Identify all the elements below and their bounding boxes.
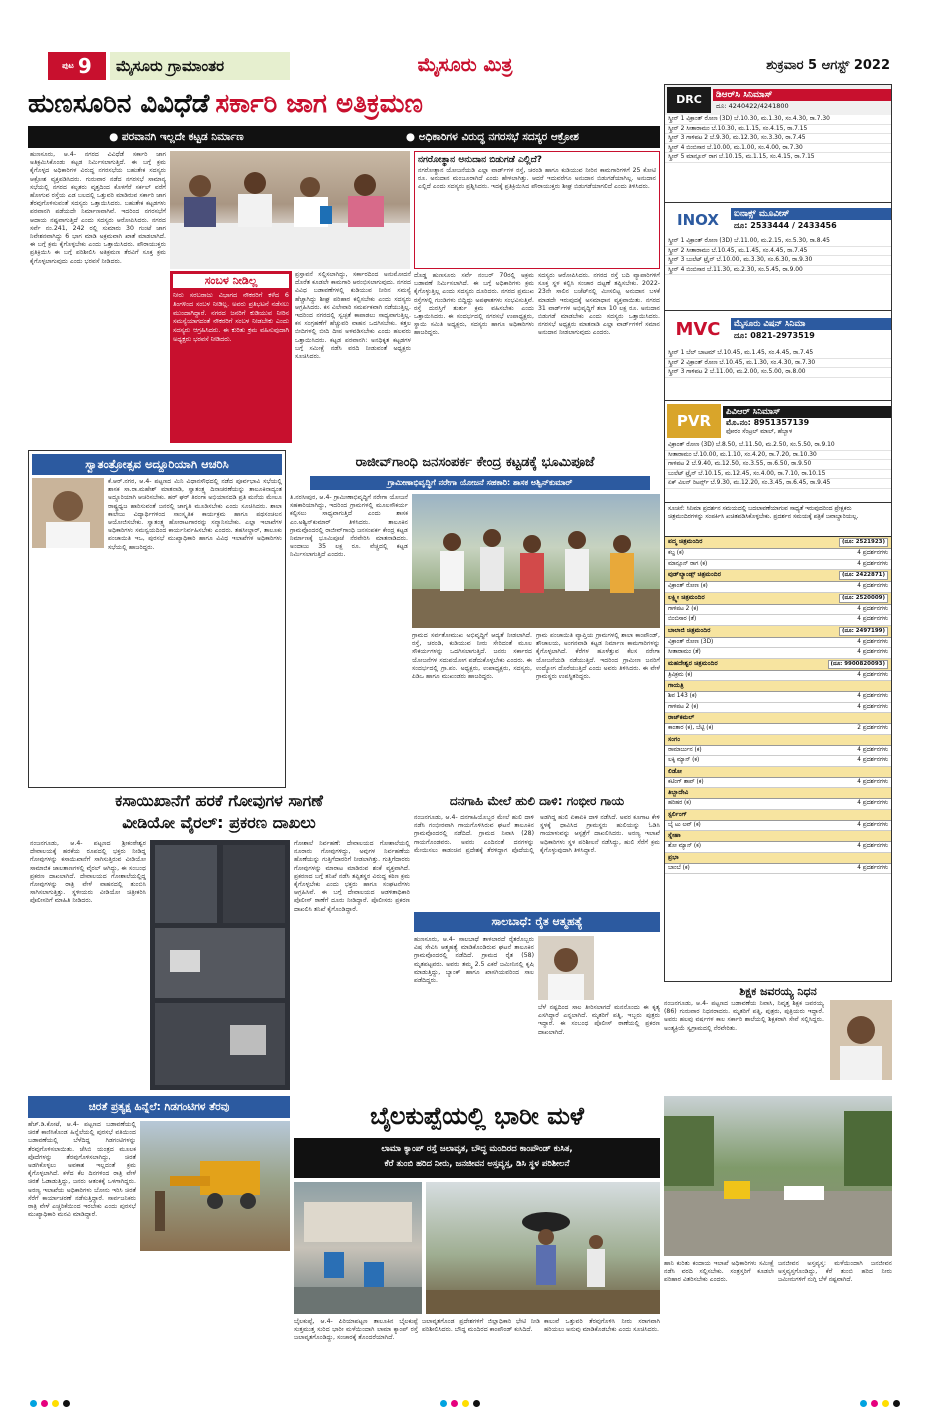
freedom-headline: ಸ್ವಾತಂತ್ರೋತ್ಸವ ಅದ್ದೂರಿಯಾಗಿ ಆಚರಿಸಿ — [32, 454, 282, 475]
movie-title: ತ್ರಿವಿಕ್ರಮ (ಕ) — [668, 671, 693, 678]
mvc-show-1: ಸ್ಕ್ರೀನ್ 1 ಬೆಲ್ ಬಾಟಮ್ ಬೆ.10.45, ಮ.1.45, ಸಂ.4.45, ರಾ.7.45 — [665, 349, 891, 359]
theatre-show-row — [665, 671, 891, 682]
inox-logo: INOX — [677, 211, 719, 229]
theatre-name: ರಾಜ್‌ಕಮಲ್ — [668, 714, 695, 721]
theatre-name: ಮಹದೇಶ್ವರ ಚಿತ್ರಮಂದಿರ — [668, 659, 718, 667]
cinema-listings — [664, 84, 892, 982]
mvc-name: ಮೈಸೂರು ವಿಷನ್ ಸಿನಿಮಾ — [731, 318, 891, 330]
theatre-show-row — [665, 724, 891, 735]
pvr-phone: ಮೊ.ನಂ: 8951357139 — [726, 418, 810, 427]
theatre-show-row — [665, 746, 891, 757]
movie-title: ಬೈ ಟು ಲವ್ (ಕ) — [668, 821, 701, 828]
freedom-photo — [32, 478, 104, 548]
theatre-show-row — [665, 582, 891, 593]
rajiv-headline: ರಾಜೀವ್‌ಗಾಂಧಿ ಜನಸಂಪರ್ಕ ಕೇಂದ್ರ ಕಟ್ಟಡಕ್ಕೆ ಭೂಮಿಪೂಜೆ — [355, 455, 595, 470]
print-color-marks-left — [30, 1400, 74, 1410]
theatre-header — [665, 570, 891, 582]
pvr-name: ಪಿವಿಆರ್ ಸಿನಿಮಾಸ್ — [723, 406, 891, 418]
show-count: 4 ಪ್ರದರ್ಶನಗಳು — [857, 605, 888, 612]
theatre-show-row — [665, 638, 891, 649]
grant-question-body: ನಗರೋತ್ಥಾನ ಯೋಜನೆಯಡಿ ಎಲ್ಲಾ ವಾರ್ಡ್‌ಗಳ ರಸ್ತೆ, ಚರಂಡಿ ಹಾಗೂ ಕುಡಿಯುವ ನೀರಿನ ಕಾಮಗಾರಿಗಳಿಗೆ 25 ಕೋಟಿ ರೂ. ಅನುದಾನ ಮಂಜೂರಾಗಿದೆ ಎಂದು ಹೇಳಲಾಗಿತ್ತು. ಆದರೆ ಇದುವರೆಗೂ ಅನುದಾನ ಬಿಡುಗಡೆಯಾಗಿಲ್ಲ. ಅನುದಾನ ಎಲ್ಲಿದೆ ಎಂದು ಸದಸ್ಯರು ಪ್ರಶ್ನಿಸಿದರು. ಇದಕ್ಕೆ ಪ್ರತಿಕ್ರಿಯಿಸಿದ ಪೌರಾಯುಕ್ತರು ಶೀಘ್ರ ಬಿಡುಗಡೆಯಾಗಲಿದೆ ಎಂದು ತಿಳಿಸಿದರು. — [418, 167, 656, 191]
rain-body-col1: ಬೈಲಕುಪ್ಪೆ, ಆ.4- ಪಿರಿಯಾಪಟ್ಟಣ ತಾಲೂಕಿನ ಬೈಲಕುಪ್ಪೆ ಸುತ್ತಮುತ್ತ ಸುರಿದ ಭಾರೀ ಮಳೆಯಿಂದಾಗಿ ಲಾಮಾ ಕ್ಯಾಂಪ್ ರಸ್ತೆ ಜಲಾವೃತಗೊಂಡಿದ್ದು, ಸಂಚಾರಕ್ಕೆ ತೊಂದರೆಯಾಗಿದೆ. — [294, 1318, 418, 1342]
obituary — [664, 984, 892, 1092]
pvr-show-5: ಏಕ್ ವಿಲನ್ ರಿಟರ್ನ್ಸ್ ಬೆ.9.30, ಮ.12.20, ಸಂ.3.45, ರಾ.6.45, ರಾ.9.45 — [665, 479, 891, 489]
mvc-show-2: ಸ್ಕ್ರೀನ್ 2 ವಿಕ್ರಾಂತ್ ರೋಣ ಬೆ.10.45, ಮ.1.30, ಸಂ.4.30, ರಾ.7.30 — [665, 359, 891, 369]
drc-show-4: ಸ್ಕ್ರೀನ್ 4 ಬಿಂಬಿಸಾರ ಬೆ.10.00, ಮ.1.00, ಸಂ.4.00, ರಾ.7.30 — [665, 144, 891, 154]
theatre-header — [665, 537, 891, 549]
drc-show-5: ಸ್ಕ್ರೀನ್ 5 ಮಾನ್ಸೂನ್ ರಾಗ ಬೆ.10.15, ಮ.1.15, ಸಂ.4.15, ರಾ.7.15 — [665, 153, 891, 163]
show-count: 4 ಪ್ರದರ್ಶನಗಳು — [857, 746, 888, 753]
movie-title: ಶೋ ಮ್ಯಾನ್ (ಕ) — [668, 843, 702, 849]
color-dot — [52, 1400, 59, 1407]
color-dot — [871, 1400, 878, 1407]
leopard-photo — [140, 1121, 290, 1251]
drc-phone: ದೂ: 4240422/4241800 — [716, 101, 789, 110]
rain-body-col4: ಹಾನಿ ಕುರಿತು ಕಂದಾಯ ಇಲಾಖೆ ಅಧಿಕಾರಿಗಳು ಸಮೀಕ್ಷೆ ನಡೆಸಿ ವರದಿ ಸಲ್ಲಿಸಬೇಕು. ಸಂತ್ರಸ್ತರಿಗೆ ಕೂಡಲೇ ಪರಿಹಾರ ವಿತರಿಸಬೇಕು ಎಂದರು. — [664, 1260, 774, 1284]
rajiv-subhead: ಗ್ರಾಮೀಣಾಭಿವೃದ್ಧಿಗೆ ನರೇಗಾ ಯೋಜನೆ ಸಹಕಾರಿ: ಶಾಸಕ ಅಶ್ವಿನ್‌ಕುಮಾರ್ — [310, 476, 650, 490]
theatre-name: ಗಾಯತ್ರಿ — [668, 682, 684, 689]
lead-subhead-1: ● ಪರವಾನಗಿ ಇಲ್ಲದೇ ಕಟ್ಟಡ ನಿರ್ಮಾಣ — [109, 130, 244, 143]
movie-title: ಗಾಳಿಪಟ 2 (ಕ) — [668, 605, 699, 612]
theatre-show-row — [665, 692, 891, 703]
dc-inspection-photo — [426, 1182, 660, 1314]
obituary-photo — [830, 1000, 892, 1080]
theatre-show-row — [665, 703, 891, 714]
theatre-show-row — [665, 842, 891, 853]
tiger-body: ನಂಜನಗೂಡು, ಆ.4- ದನಗಾಹಿಯೊಬ್ಬರ ಮೇಲೆ ಹುಲಿ ದಾಳಿ ನಡೆಸಿ ಗಂಭೀರವಾಗಿ ಗಾಯಗೊಳಿಸಿರುವ ಘಟನೆ ತಾಲೂಕಿನ ಗ್ರಾಮವೊಂದರಲ್ಲಿ ನಡೆದಿದೆ. ಗ್ರಾಮದ ನಿವಾಸಿ (28) ಗಾಯಗೊಂಡವರು. ಅವರು ಎಂದಿನಂತೆ ದನಗಳನ್ನು ಮೇಯಿಸಲು ಕಾಡಂಚಿನ ಪ್ರದೇಶಕ್ಕೆ ತೆರಳಿದ್ದಾಗ ಪೊದೆಯಲ್ಲಿ ಅಡಗಿದ್ದ ಹುಲಿ ಏಕಾಏಕಿ ದಾಳಿ ನಡೆಸಿದೆ. ಅವರ ಕೂಗಾಟ ಕೇಳಿ ಸ್ಥಳಕ್ಕೆ ಧಾವಿಸಿದ ಗ್ರಾಮಸ್ಥರು ಹುಲಿಯನ್ನು ಓಡಿಸಿ ಗಾಯಾಳುವನ್ನು ಆಸ್ಪತ್ರೆಗೆ ದಾಖಲಿಸಿದರು. ಅರಣ್ಯ ಇಲಾಖೆ ಅಧಿಕಾರಿಗಳು ಸ್ಥಳ ಪರಿಶೀಲನೆ ನಡೆಸಿದ್ದು, ಹುಲಿ ಸೆರೆಗೆ ಕ್ರಮ ಕೈಗೊಳ್ಳುವುದಾಗಿ ತಿಳಿಸಿದ್ದಾರೆ. — [414, 814, 660, 854]
cow-body-col1: ನಂಜನಗೂಡು, ಆ.4- ಪಟ್ಟಣದ ಶ್ರೀಕಂಠೇಶ್ವರ ದೇವಾಲಯಕ್ಕೆ ಹರಕೆಯ ರೂಪದಲ್ಲಿ ಭಕ್ತರು ನೀಡಿದ್ದ ಗೋವುಗಳನ್ನು ಕಸಾಯಿಖಾನೆಗೆ ಸಾಗಿಸುತ್ತಿರುವ ವೀಡಿಯೋ ಸಾಮಾಜಿಕ ಜಾಲತಾಣಗಳಲ್ಲಿ ವೈರಲ್ ಆಗಿದ್ದು, ಈ ಸಂಬಂಧ ಪ್ರಕರಣ ದಾಖಲಾಗಿದೆ. ದೇವಾಲಯದ ಗೋಶಾಲೆಯಲ್ಲಿದ್ದ ಗೋವುಗಳನ್ನು ರಾತ್ರಿ ವೇಳೆ ವಾಹನದಲ್ಲಿ ತುಂಬಿಸಿ ಸಾಗಿಸಲಾಗುತ್ತಿತ್ತು. ಸ್ಥಳೀಯರು ವೀಡಿಯೋ ಚಿತ್ರೀಕರಿಸಿ ಪೊಲೀಸರಿಗೆ ಮಾಹಿತಿ ನೀಡಿದರು. — [30, 840, 146, 905]
theatre-show-row — [665, 648, 891, 659]
farmer-headline: ಸಾಲಬಾಧೆ: ರೈತ ಆತ್ಮಹತ್ಯೆ — [414, 912, 660, 932]
theatre-header — [665, 659, 891, 671]
teacher-portrait — [830, 1000, 892, 1080]
mla-portrait — [32, 478, 104, 548]
leopard-headline: ಚಿರತೆ ಪ್ರತ್ಯಕ್ಷ ಹಿನ್ನೆಲೆ: ಗಿಡಗಂಟಿಗಳ ತೆರವು — [28, 1096, 290, 1118]
lead-subhead-2: ● ಅಧಿಕಾರಿಗಳ ವಿರುದ್ಧ ನಗರಸಭೆ ಸದಸ್ಯರ ಆಕ್ರೋಶ — [405, 130, 579, 143]
color-dot — [462, 1400, 469, 1407]
cow-headline-line2: ವೀಡಿಯೋ ವೈರಲ್: ಪ್ರಕರಣ ದಾಖಲು — [122, 813, 316, 832]
color-dot — [473, 1400, 480, 1407]
inox-show-1: ಸ್ಕ್ರೀನ್ 1 ವಿಕ್ರಾಂತ್ ರೋಣ (3D) ಬೆ.11.00, ಮ.2.15, ಸಂ.5.30, ರಾ.8.45 — [665, 237, 891, 247]
section-title: ಮೈಸೂರು ಗ್ರಾಮಾಂತರ — [110, 52, 290, 80]
theatre-header — [665, 593, 891, 605]
lead-body-col2: ಪ್ರಸ್ತಾವನೆ ಸಲ್ಲಿಸಲಾಗಿದ್ದು, ಸರ್ಕಾರದಿಂದ ಅನುಮೋದನೆ ದೊರೆತ ಕೂಡಲೇ ಕಾಮಗಾರಿ ಆರಂಭಿಸಲಾಗುವುದು. ನಗರದ ವಿವಿಧ ಬಡಾವಣೆಗಳಲ್ಲಿ ಕುಡಿಯುವ ನೀರಿನ ಸಮಸ್ಯೆ ಹೆಚ್ಚಾಗಿದ್ದು ಶೀಘ್ರ ಪರಿಹಾರ ಕಲ್ಪಿಸಬೇಕು ಎಂದು ಸದಸ್ಯರು ಆಗ್ರಹಿಸಿದರು. ಕಸ ವಿಲೇವಾರಿ ಸಮರ್ಪಕವಾಗಿ ನಡೆಯುತ್ತಿಲ್ಲ. ಇದರಿಂದ ನಗರದಲ್ಲಿ ಸ್ವಚ್ಛತೆ ಕಾಪಾಡಲು ಸಾಧ್ಯವಾಗುತ್ತಿಲ್ಲ. ಕಸ ಸಂಗ್ರಹಣೆಗೆ ಹೆಚ್ಚುವರಿ ವಾಹನ ಒದಗಿಸಬೇಕು. ಕತ್ತಲ ಬೀದಿಗಳಲ್ಲಿ ಬೀದಿ ದೀಪ ಅಳವಡಿಸಬೇಕು ಎಂದು ಹಲವರು ಒತ್ತಾಯಿಸಿದರು. ಕಟ್ಟಡ ಪರವಾನಗಿ: ಅನಧಿಕೃತ ಕಟ್ಟಡಗಳ ಬಗ್ಗೆ ಸಮೀಕ್ಷೆ ನಡೆಸಿ ವರದಿ ನೀಡುವಂತೆ ಅಧ್ಯಕ್ಷರು ಸೂಚಿಸಿದರು. — [295, 271, 411, 361]
leopard-body: ಹೆಚ್.ಡಿ.ಕೋಟೆ, ಆ.4- ಪಟ್ಟಣದ ಬಡಾವಣೆಯಲ್ಲಿ ಚಿರತೆ ಕಾಣಿಸಿಕೊಂಡ ಹಿನ್ನೆಲೆಯಲ್ಲಿ ಪುರಸಭೆ ವತಿಯಿಂದ ಬಡಾವಣೆಯಲ್ಲಿ ಬೆಳೆದಿದ್ದ ಗಿಡಗಂಟಿಗಳನ್ನು ತೆರವುಗೊಳಿಸಲಾಯಿತು. ಜೆಸಿಬಿ ಯಂತ್ರದ ಮೂಲಕ ಪೊದೆಗಳನ್ನು ತೆರವುಗೊಳಿಸಲಾಗಿದ್ದು, ಚಿರತೆ ಅಡಗಿಕೊಳ್ಳಲು ಅವಕಾಶ ಇಲ್ಲದಂತೆ ಕ್ರಮ ಕೈಗೊಳ್ಳಲಾಗಿದೆ. ಕಳೆದ ಕೆಲ ದಿನಗಳಿಂದ ರಾತ್ರಿ ವೇಳೆ ಚಿರತೆ ಓಡಾಡುತ್ತಿದ್ದು, ಜನರು ಆತಂಕಕ್ಕೆ ಒಳಗಾಗಿದ್ದರು. ಅರಣ್ಯ ಇಲಾಖೆಯ ಅಧಿಕಾರಿಗಳು ಬೋನು ಇರಿಸಿ ಚಿರತೆ ಸೆರೆಗೆ ಕಾರ್ಯಾಚರಣೆ ನಡೆಸುತ್ತಿದ್ದಾರೆ. ಸಾರ್ವಜನಿಕರು ರಾತ್ರಿ ವೇಳೆ ಎಚ್ಚರಿಕೆಯಿಂದ ಇರಬೇಕು ಎಂದು ಪುರಸಭೆ ಮುಖ್ಯಾಧಿಕಾರಿ ಮನವಿ ಮಾಡಿದ್ದಾರೆ. — [28, 1121, 136, 1219]
masthead — [0, 0, 945, 86]
rajiv-body-col1: ತಿ.ನರಸೀಪುರ, ಆ.4- ಗ್ರಾಮೀಣಾಭಿವೃದ್ಧಿಗೆ ನರೇಗಾ ಯೋಜನೆ ಸಹಕಾರಿಯಾಗಿದ್ದು, ಇದರಿಂದ ಗ್ರಾಮಗಳಲ್ಲಿ ಮೂಲಸೌಕರ್ಯ ಕಲ್ಪಿಸಲು ಸಾಧ್ಯವಾಗುತ್ತಿದೆ ಎಂದು ಶಾಸಕ ಎಂ.ಅಶ್ವಿನ್‌ಕುಮಾರ್ ತಿಳಿಸಿದರು. ತಾಲೂಕಿನ ಗ್ರಾಮವೊಂದರಲ್ಲಿ ರಾಜೀವ್‌ಗಾಂಧಿ ಜನಸಂಪರ್ಕ ಕೇಂದ್ರ ಕಟ್ಟಡ ನಿರ್ಮಾಣಕ್ಕೆ ಭೂಮಿಪೂಜೆ ನೆರವೇರಿಸಿ ಮಾತನಾಡಿದರು. ಅಂದಾಜು 35 ಲಕ್ಷ ರೂ. ವೆಚ್ಚದಲ್ಲಿ ಕಟ್ಟಡ ನಿರ್ಮಿಸಲಾಗುತ್ತಿದೆ ಎಂದರು. — [290, 494, 408, 559]
show-count: 4 ಪ್ರದರ್ಶನಗಳು — [857, 703, 888, 710]
theatre-phone: (ದೂ: 2521923) — [839, 538, 888, 547]
cinema-inox — [665, 203, 891, 311]
inox-name: ಐನಾಕ್ಸ್ ಮೂವೀಸ್ — [731, 208, 891, 220]
rain-body-col2: ಜಲಾವೃತಗೊಂಡ ಪ್ರದೇಶಗಳಿಗೆ ಜಿಲ್ಲಾಧಿಕಾರಿ ಭೇಟಿ ನೀಡಿ ಪರಿಶೀಲಿಸಿದರು. ಬೌದ್ಧ ಮಂದಿರದ ಕಾಂಪೌಂಡ್ ಕುಸಿದಿದೆ. — [422, 1318, 540, 1334]
theatre-name: ಪದ್ಮ ಚಿತ್ರಮಂದಿರ — [668, 538, 703, 545]
movie-title: ಕಟಿಂಗ್ ಶಾಪ್ (ಕ) — [668, 778, 704, 785]
theatre-name: ಸಂಗಂ — [668, 735, 681, 743]
inox-show-2: ಸ್ಕ್ರೀನ್ 2 ಸೀತಾರಾಮಂ ಬೆ.10.45, ಮ.1.45, ಸಂ.4.45, ರಾ.7.45 — [665, 247, 891, 257]
color-dot — [41, 1400, 48, 1407]
show-count: 4 ಪ್ರದರ್ಶನಗಳು — [857, 638, 888, 645]
rajiv-body-col2: ಗ್ರಾಮದ ಸರ್ವತೋಮುಖ ಅಭಿವೃದ್ಧಿಗೆ ಆದ್ಯತೆ ನೀಡಲಾಗಿದೆ. ರಸ್ತೆ, ಚರಂಡಿ, ಕುಡಿಯುವ ನೀರು ಸೇರಿದಂತೆ ಮೂಲ ಸೌಕರ್ಯಗಳನ್ನು ಒದಗಿಸಲಾಗುತ್ತಿದೆ. ಜನರು ಸರ್ಕಾರದ ಯೋಜನೆಗಳ ಸದುಪಯೋಗ ಪಡೆದುಕೊಳ್ಳಬೇಕು ಎಂದರು. ಈ ಸಂದರ್ಭದಲ್ಲಿ ಗ್ರಾ.ಪಂ. ಅಧ್ಯಕ್ಷರು, ಉಪಾಧ್ಯಕ್ಷರು, ಸದಸ್ಯರು, ಪಿಡಿಒ ಹಾಗೂ ಮುಖಂಡರು ಹಾಜರಿದ್ದರು. — [412, 632, 532, 681]
theatre-name: ಲಕ್ಷ್ಮೀ ಚಿತ್ರಮಂದಿರ — [668, 593, 705, 601]
cinema-note: ಸೂಚನೆ: ಸಿನಿಮಾ ಪ್ರದರ್ಶನ ಸಮಯದಲ್ಲಿ ಬದಲಾವಣೆಯಾಗುವ ಸಾಧ್ಯತೆ ಇರುವುದರಿಂದ ಪ್ರೇಕ್ಷಕರು ಚಿತ್ರಮಂದಿರಗಳನ್ನು ಸಂಪರ್ಕಿಸಿ ಖಚಿತಪಡಿಸಿಕೊಳ್ಳಬೇಕು. ಪ್ರದರ್ಶನ ಸಮಯಕ್ಕೆ ಪತ್ರಿಕೆ ಜವಾಬ್ದಾರಿಯಲ್ಲ. — [665, 503, 891, 537]
theatre-show-row — [665, 605, 891, 616]
obituary-body: ನಂಜನಗೂಡು, ಆ.4- ಪಟ್ಟಣದ ಬಡಾವಣೆಯ ನಿವಾಸಿ, ನಿವೃತ್ತ ಶಿಕ್ಷಕ ಜವರಯ್ಯ (86) ಗುರುವಾರ ನಿಧನರಾದರು. ಮೃತರಿಗೆ ಪತ್ನಿ, ಪುತ್ರರು, ಪುತ್ರಿಯರು ಇದ್ದಾರೆ. ಅವರು ಹಲವು ವರ್ಷಗಳ ಕಾಲ ಸರ್ಕಾರಿ ಶಾಲೆಯಲ್ಲಿ ಶಿಕ್ಷಕರಾಗಿ ಸೇವೆ ಸಲ್ಲಿಸಿದ್ದರು. ಅಂತ್ಯಕ್ರಿಯೆ ಸ್ವಗ್ರಾಮದಲ್ಲಿ ನೆರವೇರಿತು. — [664, 1000, 824, 1032]
theatre-name: ಬಾಲಾಜಿ ಚಿತ್ರಮಂದಿರ — [668, 626, 711, 634]
freedom-story — [28, 450, 286, 788]
theatre-show-row — [665, 864, 891, 875]
cow-video-frames — [150, 840, 290, 1090]
drc-show-3: ಸ್ಕ್ರೀನ್ 3 ಗಾಳಿಪಟ 2 ಬೆ.9.30, ಮ.12.30, ಸಂ.3.30, ರಾ.7.45 — [665, 134, 891, 144]
theatre-phone: (ದೂ: 9900820093) — [828, 660, 888, 669]
rain-photo-wall — [294, 1182, 422, 1314]
print-color-marks-center — [440, 1400, 484, 1410]
lead-headline-part2: ಸರ್ಕಾರಿ ಜಾಗ ಅತಿಕ್ರಮಣ — [215, 88, 423, 119]
drc-name: ಡಿಆರ್‌ಸಿ ಸಿನಿಮಾಸ್ — [713, 89, 891, 101]
jcb-clearing-photo — [140, 1121, 290, 1251]
mvc-logo: MVC — [675, 319, 721, 340]
theatre-name: ತಿಬ್ಬಾದೇವಿ — [668, 789, 689, 796]
color-dot — [451, 1400, 458, 1407]
print-color-marks-right — [860, 1400, 904, 1410]
collapsed-compound-photo — [294, 1182, 422, 1314]
pvr-logo: PVR — [667, 404, 721, 438]
theatre-header — [665, 767, 891, 778]
theatre-show-row — [665, 778, 891, 789]
salary-box-title: ಸಂಬಳ ನೀಡಿಲ್ಲ — [173, 274, 289, 288]
movie-title: ವಿಕ್ರಾಂತ್ ರೋಣ (ಕ) — [668, 583, 708, 589]
movie-title: ಹರಿಹರ (ಕ) — [668, 800, 692, 806]
tiger-headline: ದನಗಾಹಿ ಮೇಲೆ ಹುಲಿ ದಾಳಿ: ಗಂಭೀರ ಗಾಯ — [449, 794, 625, 808]
lead-headline — [28, 84, 660, 124]
page-number-badge — [48, 52, 106, 80]
show-count: 4 ಪ್ರದರ್ಶನಗಳು — [857, 560, 888, 567]
theatre-show-row — [665, 821, 891, 832]
theatre-phone: (ದೂ: 2520009) — [839, 594, 888, 603]
drc-logo: DRC — [667, 87, 711, 113]
color-dot — [30, 1400, 37, 1407]
pvr-show-4: ಬುಲೆಟ್ ಟ್ರೈನ್ ಬೆ.10.15, ಮ.12.45, ಸಂ.4.00, ರಾ.7.10, ರಾ.10.15 — [665, 470, 891, 480]
movie-title: ಗಾಳಿಪಟ 2 (ಕ) — [668, 703, 699, 710]
color-dot — [63, 1400, 70, 1407]
movie-title: ಸೀತಾರಾಮಂ (ತೆ) — [668, 649, 701, 655]
theatre-name: ಪ್ರಭಾ — [668, 853, 679, 861]
obituary-headline: ಶಿಕ್ಷಕ ಜವರಯ್ಯ ನಿಧನ — [739, 985, 817, 998]
farmer-body-col1: ಹುಣಸೂರು, ಆ.4- ಸಾಲಬಾಧೆ ತಾಳಲಾರದೆ ರೈತರೊಬ್ಬರು ವಿಷ ಸೇವಿಸಿ ಆತ್ಮಹತ್ಯೆ ಮಾಡಿಕೊಂಡಿರುವ ಘಟನೆ ತಾಲೂಕಿನ ಗ್ರಾಮವೊಂದರಲ್ಲಿ ನಡೆದಿದೆ. ಗ್ರಾಮದ ರೈತ (58) ಮೃತಪಟ್ಟವರು. ಅವರು ತಮ್ಮ 2.5 ಎಕರೆ ಜಮೀನಿನಲ್ಲಿ ಕೃಷಿ ಮಾಡುತ್ತಿದ್ದು, ಬ್ಯಾಂಕ್ ಹಾಗೂ ಖಾಸಗಿಯವರಿಂದ ಸಾಲ ಪಡೆದಿದ್ದರು. — [414, 936, 534, 985]
color-dot — [882, 1400, 889, 1407]
theatre-header — [665, 681, 891, 692]
inox-show-3: ಸ್ಕ್ರೀನ್ 3 ಬುಲೆಟ್ ಟ್ರೈನ್ ಬೆ.10.00, ಮ.3.30, ಸಂ.6.30, ರಾ.9.30 — [665, 256, 891, 266]
rain-subheads — [294, 1138, 660, 1178]
movie-title: ಲಕ್ಕಿ ಮ್ಯಾನ್ (ಕ) — [668, 757, 700, 763]
movie-title: ಮಾನ್ಸೂನ್ ರಾಗ (ಕ) — [668, 560, 708, 567]
movie-title: ವಿಕ್ರಾಂತ್ ರೋಣ (3D) — [668, 638, 714, 645]
rain-headline: ಬೈಲಕುಪ್ಪೆಯಲ್ಲಿ ಭಾರೀ ಮಳೆ — [370, 1102, 584, 1130]
freedom-body: ಕೆ.ಆರ್.ನಗರ, ಆ.4- ಪಟ್ಟಣದ ಮಿನಿ ವಿಧಾನಸೌಧದಲ್ಲಿ ನಡೆದ ಪೂರ್ವಭಾವಿ ಸಭೆಯಲ್ಲಿ ಶಾಸಕ ಸಾ.ರಾ.ಮಹೇಶ್ ಮಾತನಾಡಿ, ಸ್ವಾತಂತ್ರ್ಯ ದಿನಾಚರಣೆಯನ್ನು ತಾಲೂಕಿನಾದ್ಯಂತ ಅದ್ದೂರಿಯಾಗಿ ಆಚರಿಸಬೇಕು. ಹರ್ ಘರ್ ತಿರಂಗಾ ಅಭಿಯಾನದಡಿ ಪ್ರತಿ ಮನೆಯ ಮೇಲೂ ರಾಷ್ಟ್ರಧ್ವಜ ಹಾರಿಸುವಂತೆ ಜನರಲ್ಲಿ ಜಾಗೃತಿ ಮೂಡಿಸಬೇಕು ಎಂದು ಸೂಚಿಸಿದರು. ಶಾಲಾ ಕಾಲೇಜು ವಿದ್ಯಾರ್ಥಿಗಳಿಂದ ಸಾಂಸ್ಕೃತಿಕ ಕಾರ್ಯಕ್ರಮ ಹಾಗೂ ಪಥಸಂಚಲನ ಆಯೋಜಿಸಬೇಕು. ಸ್ವಾತಂತ್ರ್ಯ ಹೋರಾಟಗಾರರನ್ನು ಸನ್ಮಾನಿಸಬೇಕು. ಎಲ್ಲಾ ಇಲಾಖೆಗಳ ಅಧಿಕಾರಿಗಳು ಸಮನ್ವಯದಿಂದ ಕಾರ್ಯನಿರ್ವಹಿಸಬೇಕು ಎಂದರು. ತಹಸೀಲ್ದಾರ್, ತಾಲೂಕು ಪಂಚಾಯಿತಿ ಇಒ, ಪುರಸಭೆ ಮುಖ್ಯಾಧಿಕಾರಿ ಹಾಗೂ ವಿವಿಧ ಇಲಾಖೆಗಳ ಅಧಿಕಾರಿಗಳು ಸಭೆಯಲ್ಲಿ ಹಾಜರಿದ್ದರು. — [108, 478, 282, 551]
lead-body-col4: ಸದಸ್ಯರು ಆರೋಪಿಸಿದರು. ನಗರದ ರಸ್ತೆ ಬದಿ ವ್ಯಾಪಾರಿಗಳಿಗೆ ಸೂಕ್ತ ಸ್ಥಳ ಕಲ್ಪಿಸಿ ಸಂಚಾರ ದಟ್ಟಣೆ ತಪ್ಪಿಸಬೇಕು. 2022-23ನೇ ಸಾಲಿನ ಬಜೆಟ್‌ನಲ್ಲಿ ಮೀಸಲಿಟ್ಟ ಅನುದಾನ ಬಳಕೆ ಮಾಡದೇ ಇರುವುದಕ್ಕೆ ಅಸಮಾಧಾನ ವ್ಯಕ್ತವಾಯಿತು. ನಗರದ 31 ವಾರ್ಡ್‌ಗಳ ಅಭಿವೃದ್ಧಿಗೆ ತಲಾ 10 ಲಕ್ಷ ರೂ. ಅನುದಾನ ಬಿಡುಗಡೆ ಮಾಡಬೇಕು ಎಂದು ಸದಸ್ಯರು ಒತ್ತಾಯಿಸಿದರು. ನಗರಸಭೆ ಅಧ್ಯಕ್ಷರು ಮಾತನಾಡಿ ಎಲ್ಲಾ ವಾರ್ಡ್‌ಗಳಿಗೆ ಸಮಾನ ಅನುದಾನ ನೀಡಲಾಗುವುದು ಎಂದರು. — [538, 272, 660, 337]
movie-title: ಶಿವ 143 (ಕ) — [668, 693, 697, 699]
color-dot — [440, 1400, 447, 1407]
show-count: 4 ಪ್ರದರ್ಶನಗಳು — [857, 649, 888, 655]
show-count: 4 ಪ್ರದರ್ಶನಗಳು — [857, 843, 888, 849]
theatre-name: ವುಡ್‌ಲ್ಯಾಂಡ್ಸ್ ಚಿತ್ರಮಂದಿರ — [668, 571, 722, 578]
movie-title: ಕಬ್ಜ (ಕ) — [668, 550, 684, 556]
theatre-header — [665, 626, 891, 638]
leopard-story — [28, 1096, 290, 1386]
theatre-show-row — [665, 756, 891, 767]
page-number: 9 — [77, 54, 92, 78]
pvr-address: ಫೋರಂ ಸೆಂಟ್ರಲ್ ಮಾಲ್, ಹೆಬ್ಬಾಳ — [726, 428, 793, 435]
show-count: 4 ಪ್ರದರ್ಶನಗಳು — [857, 864, 888, 871]
theatre-show-row — [665, 615, 891, 626]
farmer-photo — [538, 936, 594, 1000]
movie-title: ಬಿಂಬಿಸಾರ (ತೆ) — [668, 616, 697, 622]
cinema-pvr — [665, 401, 891, 503]
theatre-show-row — [665, 549, 891, 560]
show-count: 4 ಪ್ರದರ್ಶನಗಳು — [857, 821, 888, 828]
inox-phone: ದೂ: 2533444 / 2433456 — [734, 221, 837, 230]
pvr-show-2: ಸೀತಾರಾಮಂ ಬೆ.10.00, ಮ.1.10, ಸಂ.4.20, ರಾ.7.20, ರಾ.10.30 — [665, 451, 891, 461]
show-count: 4 ಪ್ರದರ್ಶನಗಳು — [857, 671, 888, 678]
theatre-phone: (ದೂ: 2497199) — [839, 627, 888, 636]
farmer-body-col2: ಬೆಳೆ ನಷ್ಟದಿಂದ ಸಾಲ ತೀರಿಸಲಾಗದೆ ಮನನೊಂದು ಈ ಕೃತ್ಯ ಎಸಗಿದ್ದಾರೆ ಎನ್ನಲಾಗಿದೆ. ಮೃತರಿಗೆ ಪತ್ನಿ, ಇಬ್ಬರು ಪುತ್ರರು ಇದ್ದಾರೆ. ಈ ಸಂಬಂಧ ಪೊಲೀಸ್ ಠಾಣೆಯಲ್ಲಿ ಪ್ರಕರಣ ದಾಖಲಾಗಿದೆ. — [538, 1004, 660, 1036]
drc-show-1: ಸ್ಕ್ರೀನ್ 1 ವಿಕ್ರಾಂತ್ ರೋಣ (3D) ಬೆ.10.30, ಮ.1.30, ಸಂ.4.30, ರಾ.7.30 — [665, 115, 891, 125]
pvr-show-1: ವಿಕ್ರಾಂತ್ ರೋಣ (3D) ಬೆ.8.50, ಬೆ.11.50, ಮ.2.50, ಸಂ.5.50, ರಾ.9.10 — [665, 441, 891, 451]
flooded-road-photo — [664, 1096, 892, 1256]
pvr-show-3: ಗಾಳಿಪಟ 2 ಬೆ.9.40, ಮ.12.50, ಸಂ.3.55, ರಾ.6.50, ರಾ.9.50 — [665, 460, 891, 470]
paper-name: ಮೈಸೂರು ಮಿತ್ರ — [417, 54, 513, 76]
rain-body-col3: ಕಾಲುವೆ ಒತ್ತುವರಿ ತೆರವುಗೊಳಿಸಿ ನೀರು ಸರಾಗವಾಗಿ ಹರಿಯಲು ಅನುವು ಮಾಡಿಕೊಡಬೇಕು ಎಂದು ಸೂಚಿಸಿದರು. — [544, 1318, 660, 1334]
cow-body-col2: ಗೋಶಾಲೆ ನಿರ್ವಹಣೆ: ದೇವಾಲಯದ ಗೋಶಾಲೆಯಲ್ಲಿ ನೂರಾರು ಗೋವುಗಳಿದ್ದು, ಅವುಗಳ ನಿರ್ವಹಣೆಯ ಹೊಣೆಯನ್ನು ಗುತ್ತಿಗೆದಾರರಿಗೆ ನೀಡಲಾಗಿತ್ತು. ಗುತ್ತಿಗೆದಾರರು ಗೋವುಗಳನ್ನು ಮಾರಾಟ ಮಾಡಿರುವ ಶಂಕೆ ವ್ಯಕ್ತವಾಗಿದೆ. ಪ್ರಕರಣದ ಬಗ್ಗೆ ತನಿಖೆ ನಡೆಸಿ ತಪ್ಪಿತಸ್ಥರ ವಿರುದ್ಧ ಕಠಿಣ ಕ್ರಮ ಕೈಗೊಳ್ಳಬೇಕು ಎಂದು ಭಕ್ತರು ಹಾಗೂ ಸಂಘಟನೆಗಳು ಆಗ್ರಹಿಸಿವೆ. ಈ ಬಗ್ಗೆ ದೇವಾಲಯದ ಆಡಳಿತಾಧಿಕಾರಿ ಪೊಲೀಸ್ ಠಾಣೆಗೆ ದೂರು ನೀಡಿದ್ದಾರೆ. ಪೊಲೀಸರು ಪ್ರಕರಣ ದಾಖಲಿಸಿ ತನಿಖೆ ಕೈಗೊಂಡಿದ್ದಾರೆ. — [294, 840, 410, 913]
grant-question-title: ನಗರೋತ್ಥಾನ ಅನುದಾನ ಬಿಡುಗಡೆ ಎಲ್ಲಿದೆ? — [418, 155, 542, 165]
movie-title: ರಾಮಾರ್ಜುನ (ಕ) — [668, 746, 702, 753]
lead-body-col1: ಹುಣಸೂರು, ಆ.4- ನಗರದ ವಿವಿಧೆಡೆ ಸರ್ಕಾರಿ ಜಾಗ ಅತಿಕ್ರಮಿಸಿಕೊಂಡು ಕಟ್ಟಡ ನಿರ್ಮಿಸಲಾಗುತ್ತಿದೆ. ಈ ಬಗ್ಗೆ ಕ್ರಮ ಕೈಗೊಳ್ಳದ ಅಧಿಕಾರಿಗಳ ವಿರುದ್ಧ ನಗರಸಭೆಯ ಬಹುತೇಕ ಸದಸ್ಯರು ಆಕ್ರೋಶ ವ್ಯಕ್ತಪಡಿಸಿದರು. ಗುರುವಾರ ನಡೆದ ನಗರಸಭೆ ಸಾಮಾನ್ಯ ಸಭೆಯಲ್ಲಿ ನಗರದ ಕಲ್ಪತರು ವೃತ್ತದಿಂದ ಕೊಳಗೆರೆ ಸರ್ಕಲ್ ವರೆಗೆ ಹೋಗುವ ರಸ್ತೆಯ ಎಡ ಬಲದಲ್ಲಿ ಒತ್ತುವರಿ ಮಾಡಿರುವ ಸರ್ಕಾರಿ ಜಾಗ ತೆರವುಗೊಳಿಸುವಂತೆ ಸದಸ್ಯರು ಒತ್ತಾಯಿಸಿದರು. ಬಹುತೇಕ ಕಟ್ಟಡಗಳು ಪರವಾನಗಿ ಪಡೆಯದೇ ನಿರ್ಮಾಣವಾಗಿವೆ. ಇದರಿಂದ ನಗರಸಭೆಗೆ ಆದಾಯ ನಷ್ಟವಾಗುತ್ತಿದೆ ಎಂದು ಸದಸ್ಯರು ಆರೋಪಿಸಿದರು. ನಗರದ ಸರ್ವೆ ನಂ.241, 242 ರಲ್ಲಿ ಸುಮಾರು 30 ಗುಂಟೆ ಜಾಗ ನಿವೇಶನವಾಗಿದ್ದು 6 ಭಾಗ ಮಾಡಿ ಅಕ್ರಮವಾಗಿ ಖಾತೆ ಮಾಡಲಾಗಿದೆ. ಈ ಬಗ್ಗೆ ಕ್ರಮ ಕೈಗೊಳ್ಳಬೇಕು ಎಂದು ಒತ್ತಾಯಿಸಿದರು. ಪೌರಾಯುಕ್ತರು ಪ್ರತಿಕ್ರಿಯಿಸಿ ಈ ಬಗ್ಗೆ ಪರಿಶೀಲಿಸಿ ಅತಿಕ್ರಮಣ ತೆರವಿಗೆ ಸೂಕ್ತ ಕ್ರಮ ಕೈಗೊಳ್ಳಲಾಗುವುದು ಎಂದು ಭರವಸೆ ನೀಡಿದರು. — [30, 151, 166, 265]
salary-box-body: ನೀರು ಸರಬರಾಜು ವಿಭಾಗದ ನೌಕರರಿಗೆ ಕಳೆದ 6 ತಿಂಗಳಿಂದ ಸಂಬಳ ನೀಡಿಲ್ಲ. ಅವರು ಪ್ರತಿಭಟನೆ ನಡೆಸಲು ಮುಂದಾಗಿದ್ದಾರೆ. ನಗರದ ಜನರಿಗೆ ಕುಡಿಯುವ ನೀರಿನ ಸಮಸ್ಯೆಯಾಗದಂತೆ ನೌಕರರಿಗೆ ಸಂಬಳ ನೀಡಬೇಕು ಎಂದು ಸದಸ್ಯರು ಆಗ್ರಹಿಸಿದರು. ಈ ಕುರಿತು ಕ್ರಮ ವಹಿಸುವುದಾಗಿ ಅಧ್ಯಕ್ಷರು ಭರವಸೆ ನೀಡಿದರು. — [173, 291, 289, 343]
theatre-header — [665, 735, 891, 746]
lead-headline-part1: ಹುಣಸೂರಿನ ವಿವಿಧೆಡೆ — [28, 88, 210, 119]
show-count: 4 ಪ್ರದರ್ಶನಗಳು — [857, 757, 888, 763]
movie-title: ಕಾಂತಾರ (ಕ), ಬೆಟ್ಟಿ (ಕ) — [668, 725, 714, 731]
inox-show-4: ಸ್ಕ್ರೀನ್ 4 ಬಿಂಬಿಸಾರ ಬೆ.11.30, ಮ.2.30, ಸಂ.5.45, ರಾ.9.00 — [665, 266, 891, 276]
rain-photo-dc — [426, 1182, 660, 1314]
show-count: 2 ಪ್ರದರ್ಶನಗಳು — [857, 725, 888, 731]
theatre-phone: (ದೂ: 2422871) — [839, 571, 888, 580]
cow-video-photo — [150, 840, 290, 1090]
meeting-photo — [170, 151, 410, 269]
groundbreaking-photo — [412, 494, 660, 628]
rajiv-body-col3: ಗ್ರಾಮ ಪಂಚಾಯಿತಿ ವ್ಯಾಪ್ತಿಯ ಗ್ರಾಮಗಳಲ್ಲಿ ಶಾಲಾ ಕಾಂಪೌಂಡ್, ಶೌಚಾಲಯ, ಅಂಗನವಾಡಿ ಕಟ್ಟಡ ನಿರ್ಮಾಣ ಕಾಮಗಾರಿಗಳನ್ನು ಕೈಗೊಳ್ಳಲಾಗಿದೆ. ಕೆರೆಗಳ ಹೂಳೆತ್ತುವ ಕೆಲಸ ನರೇಗಾ ಯೋಜನೆಯಡಿ ನಡೆಯುತ್ತಿದೆ. ಇದರಿಂದ ಗ್ರಾಮೀಣ ಜನರಿಗೆ ಉದ್ಯೋಗ ದೊರೆಯುತ್ತಿದೆ ಎಂದು ಅವರು ತಿಳಿಸಿದರು. ಈ ವೇಳೆ ಗ್ರಾಮಸ್ಥರು ಉಪಸ್ಥಿತರಿದ್ದರು. — [536, 632, 660, 681]
theatre-show-row — [665, 799, 891, 810]
lead-subheads — [28, 126, 660, 148]
cinema-mvc — [665, 311, 891, 401]
rain-subhead-2: ಕೆರೆ ತುಂಬಿ ಹರಿದ ನೀರು, ಜನಜೀವನ ಅಸ್ತವ್ಯಸ್ತ, ಡಿಸಿ ಸ್ಥಳ ಪರಿಶೀಲನೆ — [384, 1159, 570, 1169]
rain-photo-flood — [664, 1096, 892, 1256]
theatre-name: ಸ್ಟರ್ಲಿಂಗ್ — [668, 810, 687, 818]
show-count: 4 ಪ್ರದರ್ಶನಗಳು — [857, 778, 888, 785]
mvc-phone: ದೂ: 0821-2973519 — [734, 331, 815, 340]
lead-body-col3: ದೊಡ್ಡ ಹುಣಸೂರು ಸರ್ವೆ ನಂಬರ್ 70ರಲ್ಲಿ ಅಕ್ರಮ ಬಡಾವಣೆ ನಿರ್ಮಿಸಲಾಗಿದೆ. ಈ ಬಗ್ಗೆ ಅಧಿಕಾರಿಗಳು ಕ್ರಮ ಕೈಗೊಳ್ಳುತ್ತಿಲ್ಲ ಎಂದು ಸದಸ್ಯರು ದೂರಿದರು. ನಗರದ ಪ್ರಮುಖ ರಸ್ತೆಗಳಲ್ಲಿ ಗುಂಡಿಗಳು ಬಿದ್ದಿದ್ದು ಅಪಘಾತಗಳು ಸಂಭವಿಸುತ್ತಿವೆ. ರಸ್ತೆ ದುರಸ್ತಿಗೆ ತುರ್ತು ಕ್ರಮ ವಹಿಸಬೇಕು ಎಂದು ಒತ್ತಾಯಿಸಿದರು. ಈ ಸಂದರ್ಭದಲ್ಲಿ ನಗರಸಭೆ ಉಪಾಧ್ಯಕ್ಷರು, ಸ್ಥಾಯಿ ಸಮಿತಿ ಅಧ್ಯಕ್ಷರು, ಸದಸ್ಯರು ಹಾಗೂ ಅಧಿಕಾರಿಗಳು ಹಾಜರಿದ್ದರು. — [414, 272, 534, 337]
color-dot — [860, 1400, 867, 1407]
theatre-name: ಸ್ನೇಹಾ — [668, 832, 681, 839]
cow-headline — [28, 790, 410, 836]
show-count: 4 ಪ್ರದರ್ಶನಗಳು — [857, 550, 888, 556]
show-count: 4 ಪ್ರದರ್ಶನಗಳು — [857, 693, 888, 699]
theatre-show-row — [665, 560, 891, 571]
cinema-drc — [665, 85, 891, 203]
show-count: 4 ಪ್ರದರ್ಶನಗಳು — [857, 583, 888, 589]
rain-body-col5: ಜನಜೀವನ ಅಸ್ತವ್ಯಸ್ತ: ಮಳೆಯಿಂದಾಗಿ ಜನಜೀವನ ಅಸ್ತವ್ಯಸ್ತಗೊಂಡಿದ್ದು, ಕೆರೆ ತುಂಬಿ ಹರಿದ ನೀರು ಜಮೀನುಗಳಿಗೆ ನುಗ್ಗಿ ಬೆಳೆ ನಷ್ಟವಾಗಿದೆ. — [778, 1260, 892, 1284]
mvc-show-3: ಸ್ಕ್ರೀನ್ 3 ಗಾಳಿಪಟ 2 ಬೆ.11.00, ಮ.2.00, ಸಂ.5.00, ರಾ.8.00 — [665, 368, 891, 378]
cow-headline-line1: ಕಸಾಯಿಖಾನೆಗೆ ಹರಕೆ ಗೋವುಗಳ ಸಾಗಣೆ — [115, 791, 323, 810]
theatre-header — [665, 831, 891, 842]
show-count: 4 ಪ್ರದರ್ಶನಗಳು — [857, 800, 888, 806]
farmer-portrait — [538, 936, 594, 1000]
drc-show-2: ಸ್ಕ್ರೀನ್ 2 ಸೀತಾರಾಮಂ ಬೆ.10.30, ಮ.1.15, ಸಂ.4.15, ರಾ.7.15 — [665, 125, 891, 135]
rain-subhead-1: ಲಾಮಾ ಕ್ಯಾಂಪ್ ರಸ್ತೆ ಜಲಾವೃತ, ಬೌದ್ಧ ಮಂದಿರದ ಕಾಂಪೌಂಡ್ ಕುಸಿತ, — [381, 1144, 573, 1154]
grant-question-box — [414, 151, 660, 269]
theatre-header — [665, 788, 891, 799]
salary-box — [170, 271, 292, 443]
meeting-photo-people — [170, 151, 410, 269]
theatre-header — [665, 810, 891, 821]
color-dot — [893, 1400, 900, 1407]
theatre-name: ಲಿಡೋ — [668, 767, 682, 775]
page-label: ಪುಟ — [62, 61, 74, 70]
movie-title: ಬಾಂಬೆ (ಕ) — [668, 864, 690, 871]
theatre-header — [665, 853, 891, 864]
theatre-header — [665, 713, 891, 724]
issue-date: ಶುಕ್ರವಾರ 5 ಆಗಸ್ಟ್ 2022 — [766, 58, 890, 73]
theatre-list — [665, 537, 891, 874]
show-count: 4 ಪ್ರದರ್ಶನಗಳು — [857, 616, 888, 622]
groundbreaking-people — [412, 494, 660, 628]
